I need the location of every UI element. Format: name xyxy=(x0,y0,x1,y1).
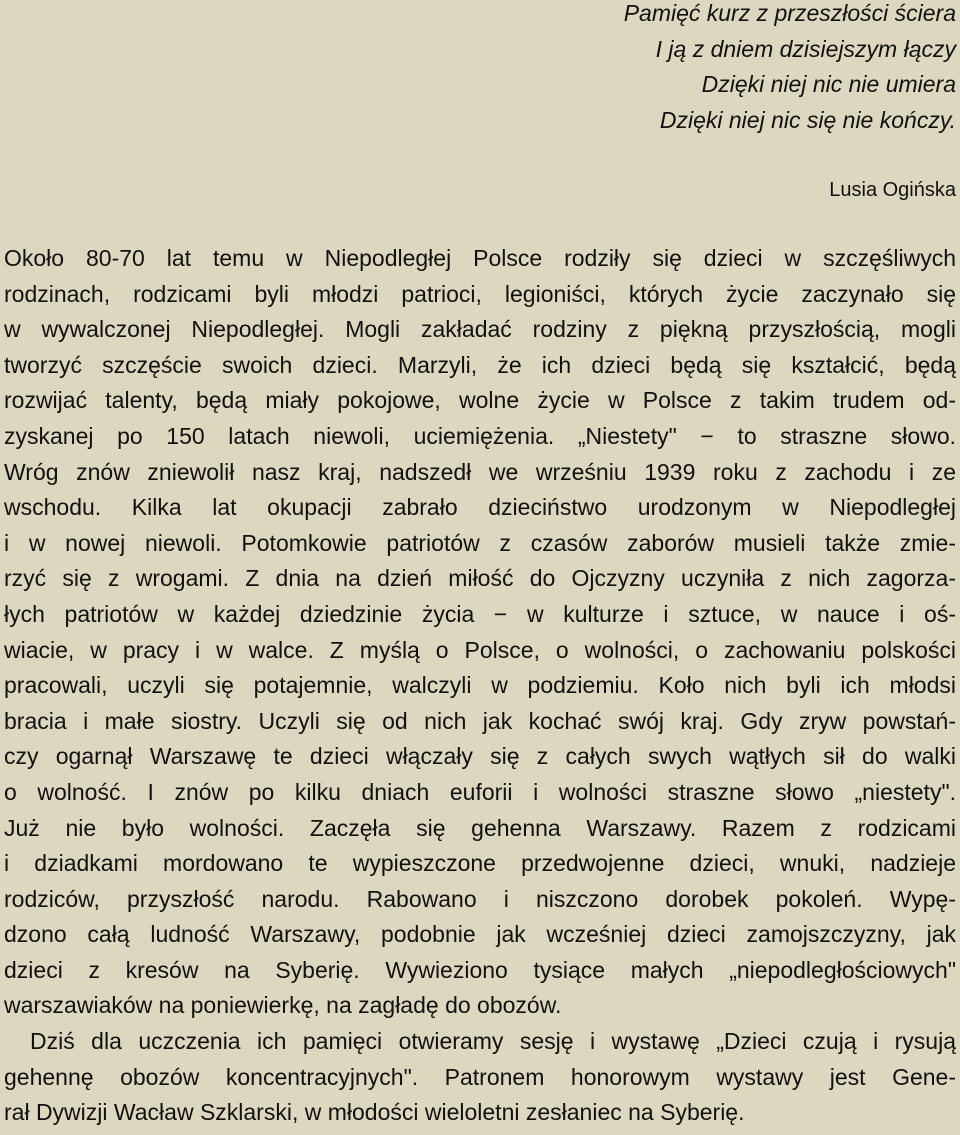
text-line: Dziś dla uczczenia ich pamięci otwieramy sesję i wystawę „Dzieci czują i rysują xyxy=(30,1028,956,1055)
text-line: w wywalczonej Niepodległej. Mogli zakładać rodziny z piękną przyszłością, mogli xyxy=(4,316,956,343)
text-line: czy ogarnął Warszawę te dzieci włączały się z całych swych wątłych sił do walki xyxy=(4,743,956,770)
text-line: rał Dywizji Wacław Szklarski, w młodości wieloletni zesłaniec na Syberię. xyxy=(4,1099,745,1126)
poem-line: I ją z dniem dzisiejszym łączy xyxy=(655,35,956,62)
text-line: Już nie było wolności. Zaczęła się gehenna Warszawy. Razem z rodzicami xyxy=(4,814,956,841)
text-line: łych patriotów w każdej dziedzinie życia − w kulturze i sztuce, w nauce i oś- xyxy=(4,600,956,627)
text-line: rodzinach, rodzicami byli młodzi patrioci, legioniści, których życie zaczynało się xyxy=(4,280,956,307)
text-line: warszawiaków na poniewierkę, na zagładę do obozów. xyxy=(4,992,562,1019)
text-line: rozwijać talenty, będą miały pokojowe, wolne życie w Polsce z takim trudem od- xyxy=(4,387,956,414)
text-line: rzyć się z wrogami. Z dnia na dzień miłość do Ojczyzny uczyniła z nich zagorza- xyxy=(4,565,956,592)
text-line: i w nowej niewoli. Potomkowie patriotów z czasów zaborów musieli także zmie- xyxy=(4,529,956,556)
poem-author: Lusia Ogińska xyxy=(829,179,956,201)
body-text xyxy=(4,241,956,1131)
poem-line: Pamięć kurz z przeszłości ściera xyxy=(623,0,956,26)
text-line: dzieci z kresów na Syberię. Wywieziono tysiące małych „niepodległościowych" xyxy=(4,956,956,983)
text-line: Około 80-70 lat temu w Niepodległej Polsce rodziły się dzieci w szczęśliwych xyxy=(4,245,956,271)
text-line: gehennę obozów koncentracyjnych". Patronem honorowym wystawy jest Gene- xyxy=(4,1063,956,1090)
text-line: rodziców, przyszłość narodu. Rabowano i niszczono dorobek pokoleń. Wypę- xyxy=(4,885,956,912)
paragraph-2 xyxy=(4,1024,956,1131)
text-line: i dziadkami mordowano te wypieszczone przedwojenne dzieci, wnuki, nadzieje xyxy=(4,850,956,877)
text-line: pracowali, uczyli się potajemnie, walczyli w podziemiu. Koło nich byli ich młodsi xyxy=(4,672,956,699)
text-line: wiacie, w pracy i w walce. Z myślą o Polsce, o wolności, o zachowaniu polskości xyxy=(4,636,956,663)
poem-line: Dzięki niej nic się nie kończy. xyxy=(659,106,956,133)
poem-epigraph xyxy=(624,0,956,138)
text-line: Wróg znów zniewolił nasz kraj, nadszedł we wrześniu 1939 roku z zachodu i ze xyxy=(4,458,956,485)
poem-line: Dzięki niej nic nie umiera xyxy=(701,71,956,97)
paragraph-1 xyxy=(4,241,956,1024)
text-line: wschodu. Kilka lat okupacji zabrało dzieciństwo urodzonym w Niepodległej xyxy=(4,494,956,521)
text-line: dzono całą ludność Warszawy, podobnie jak wcześniej dzieci zamojszczyzny, jak xyxy=(4,921,956,948)
text-line: tworzyć szczęście swoich dzieci. Marzyli, że ich dzieci będą się kształcić, będą xyxy=(4,351,956,378)
text-line: bracia i małe siostry. Uczyli się od nich jak kochać swój kraj. Gdy zryw powstań- xyxy=(4,707,956,734)
text-line: o wolność. I znów po kilku dniach euforii i wolności straszne słowo „niestety". xyxy=(4,778,956,805)
text-line: zyskanej po 150 latach niewoli, uciemiężenia. „Niestety" − to straszne słowo. xyxy=(4,422,956,449)
